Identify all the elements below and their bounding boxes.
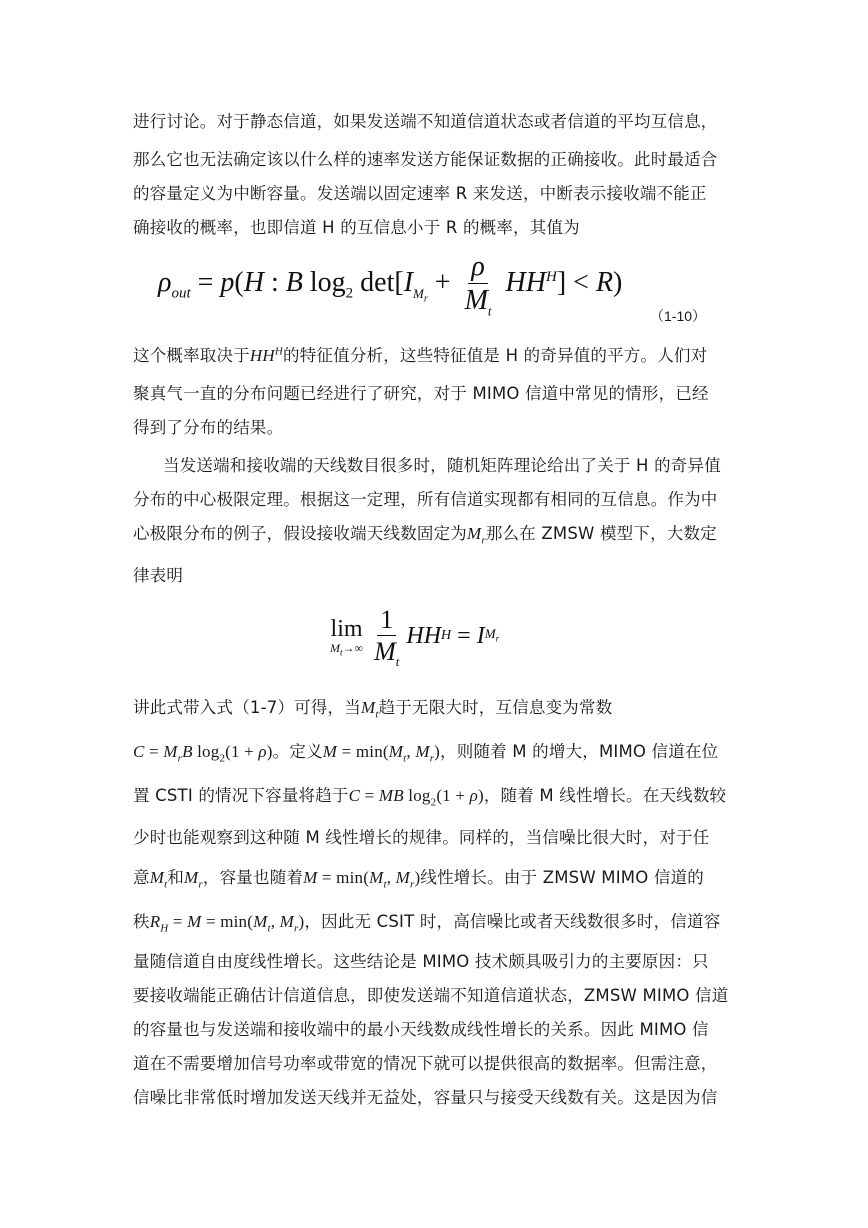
text-line: 当发送端和接收端的天线数目很多时，随机矩阵理论给出了关于 H 的奇异值 xyxy=(163,456,721,475)
text-line: 道在不需要增加信号功率或带宽的情况下就可以提供很高的数据率。但需注意， xyxy=(133,1054,718,1073)
text-line: 意$M_t$和$M_r$，容量也随着$M = \min(M_t$, $M_r$)线性增长。由于 ZMSW MIMO 信道的 xyxy=(133,868,704,891)
text-line: 置 CSTI 的情况下容量将趋于C = MB $\log_2(1 + \rho)$，随着 M 线性增长。在天线数较 xyxy=(133,786,727,809)
text-line: 要接收端能正确估计信道信息，即使发送端不知道信道状态，ZMSW MIMO 信道 xyxy=(133,986,729,1005)
text-line: 量随信道自由度线性增长。这些结论是 MIMO 技术颇具吸引力的主要原因：只 xyxy=(133,952,709,971)
text-line: 聚真气一直的分布问题已经进行了研究，对于 MIMO 信道中常见的情形，已经 xyxy=(133,384,709,403)
text-line: 确接收的概率，也即信道 H 的互信息小于 R 的概率，其值为 xyxy=(133,218,580,237)
text-line: 心极限分布的例子，假设接收端天线数固定为$M_r$那么在 ZMSW 模型下，大数定 xyxy=(133,524,717,547)
text-line: 的容量定义为中断容量。发送端以固定速率 R 来发送，中断表示接收端不能正 xyxy=(133,184,707,203)
text-line: 信噪比非常低时增加发送天线并无益处，容量只与接受天线数有关。这是因为信 xyxy=(133,1088,718,1107)
equation-number: （1-10） xyxy=(650,308,707,324)
text-line: 得到了分布的结果。 xyxy=(133,418,284,437)
text-line: 那么它也无法确定该以什么样的速率发送方能保证数据的正确接收。此时最适合 xyxy=(133,150,718,169)
text-line: 分布的中心极限定理。根据这一定理，所有信道实现都有相同的互信息。作为中 xyxy=(133,490,718,509)
equation-outage-probability: $\rho_{out} = p(H$ : B $\log_2 \det[I_{M_r}$ + $\frac{\rho}{M_t}$ $HH^H] < R$) xyxy=(158,251,623,319)
text-line: 这个概率取决于$HH^H$的特征值分析，这些特征值是 H 的奇异值的平方。人们对 xyxy=(133,345,708,365)
text-line: 讲此式带入式（1-7）可得，当$M_t$趋于无限大时，互信息变为常数 xyxy=(133,698,613,721)
text-line: 进行讨论。对于静态信道，如果发送端不知道信道状态或者信道的平均互信息， xyxy=(133,112,718,131)
text-line: 秩$R_H = M = \min(M_t$, $M_r$)，因此无 CSIT 时，高信噪比或者天线数很多时，信道容 xyxy=(133,912,721,935)
text-line: 的容量也与发送端和接收端中的最小天线数成线性增长的关系。因此 MIMO 信 xyxy=(133,1020,709,1039)
text-line: 律表明 xyxy=(133,566,184,585)
text-line: $C = M_rB$ $\log_2(1 + \rho)$。定义$M = \min(M_t$, $M_r$)，则随着 M 的增大，MIMO 信道在位 xyxy=(133,742,719,765)
equation-limit: lim $M_t\to\infty$ $\frac{1}{M_t}$ HH H = I $M_r$ xyxy=(330,605,500,669)
text-line: 少时也能观察到这种随 M 线性增长的规律。同样的，当信噪比很大时，对于任 xyxy=(133,828,710,847)
